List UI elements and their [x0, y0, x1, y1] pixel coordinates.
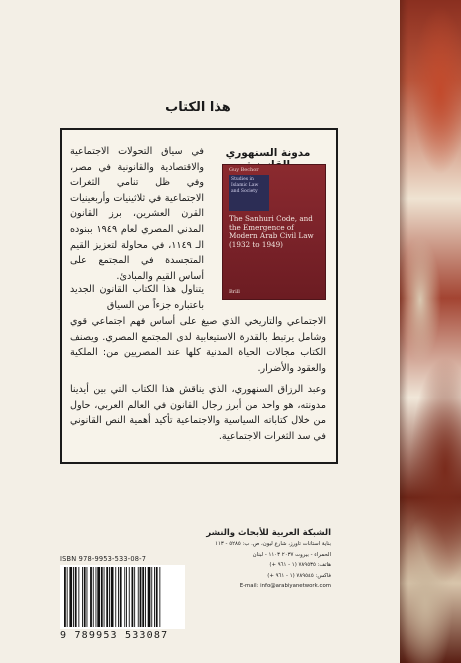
cover-title: The Sanhuri Code, and the Emergence of Modern Arab Civil Law (1932 to 1949): [229, 214, 314, 249]
cover-author: Guy Bechor: [229, 167, 259, 173]
publisher-name: الشبكة العربية للأبحاث والنشر: [206, 528, 331, 538]
barcode-block: [60, 555, 185, 641]
barcode-image: [60, 565, 185, 629]
publisher-block: [205, 527, 331, 592]
publisher-email: E-mail: info@arabiyanetwork.com: [239, 583, 331, 590]
cover-series: Studies in Islamic Law and Society: [229, 175, 269, 211]
isbn-label: ISBN 978-9953-533-08-7: [60, 555, 147, 563]
publisher-fax: فاكس: ٧٨٩٥٤٥ (١ - ٩٦١ +): [267, 572, 331, 579]
paragraph-2-rest: الاجتماعي والتاريخي الذي صيغ على أساس فهم اجتماعي قوي وشامل يرتبط بالقدرة الاستيعابية لدى المجتمع المصري. ويصنف الكتاب مجالات الحياة المدنية كلها عند المصريين من: الملكية والعقود والأضرار.: [70, 316, 326, 374]
description-box: [60, 128, 338, 464]
cover-artwork-strip: [400, 0, 461, 663]
featured-book-label: مدونة السنهوري: [225, 147, 311, 159]
paragraph-3: وعبد الرزاق السنهوري، الذي يناقش هذا الكتاب التي بين أيدينا مدونته، هو واحد من أبرز رجال القانون في العالم العربي، حاول من خلال كتاباته السياسية والاجتماعية تأكيد أهمية النص القانوني في سد الثغرات الاجتماعية.: [70, 384, 326, 442]
paragraph-2-start: يتناول هذا الكتاب القانون الجديد باعتباره جزءاً من السياق: [70, 284, 204, 311]
publisher-address-1: بناية استانات تاورز، شارع ليون، ص. ب: ٥٢٨٥ - ١١٣: [215, 541, 331, 547]
paragraph-1: في سياق التحولات الاجتماعية والاقتصادية والقانونية في مصر، وفي ظل تنامي الثغرات الاجتماعية في ثلاثينيات وأربعينيات القرن العشرين، برز القانون المدني المصري لعام ١٩٤٩ ببنوده الـ ١١٤٩، في محاولة لتعزيز القيم المتجسدة في المجتمع على أساس القيم والمبادئ.: [70, 146, 204, 282]
featured-book-cover: [222, 164, 326, 300]
publisher-address-2: الحمراء - بيروت ٢٠٣٧ ١١٠٣ - لبنان: [252, 551, 331, 558]
barcode-digits: 9 789953 533087: [60, 630, 169, 641]
section-title: هذا الكتاب: [165, 100, 231, 115]
cover-publisher: Brill: [229, 289, 240, 295]
publisher-phone: هاتف: ٧٨٩٥٣٥ (١ - ٩٦١ +): [269, 562, 331, 569]
